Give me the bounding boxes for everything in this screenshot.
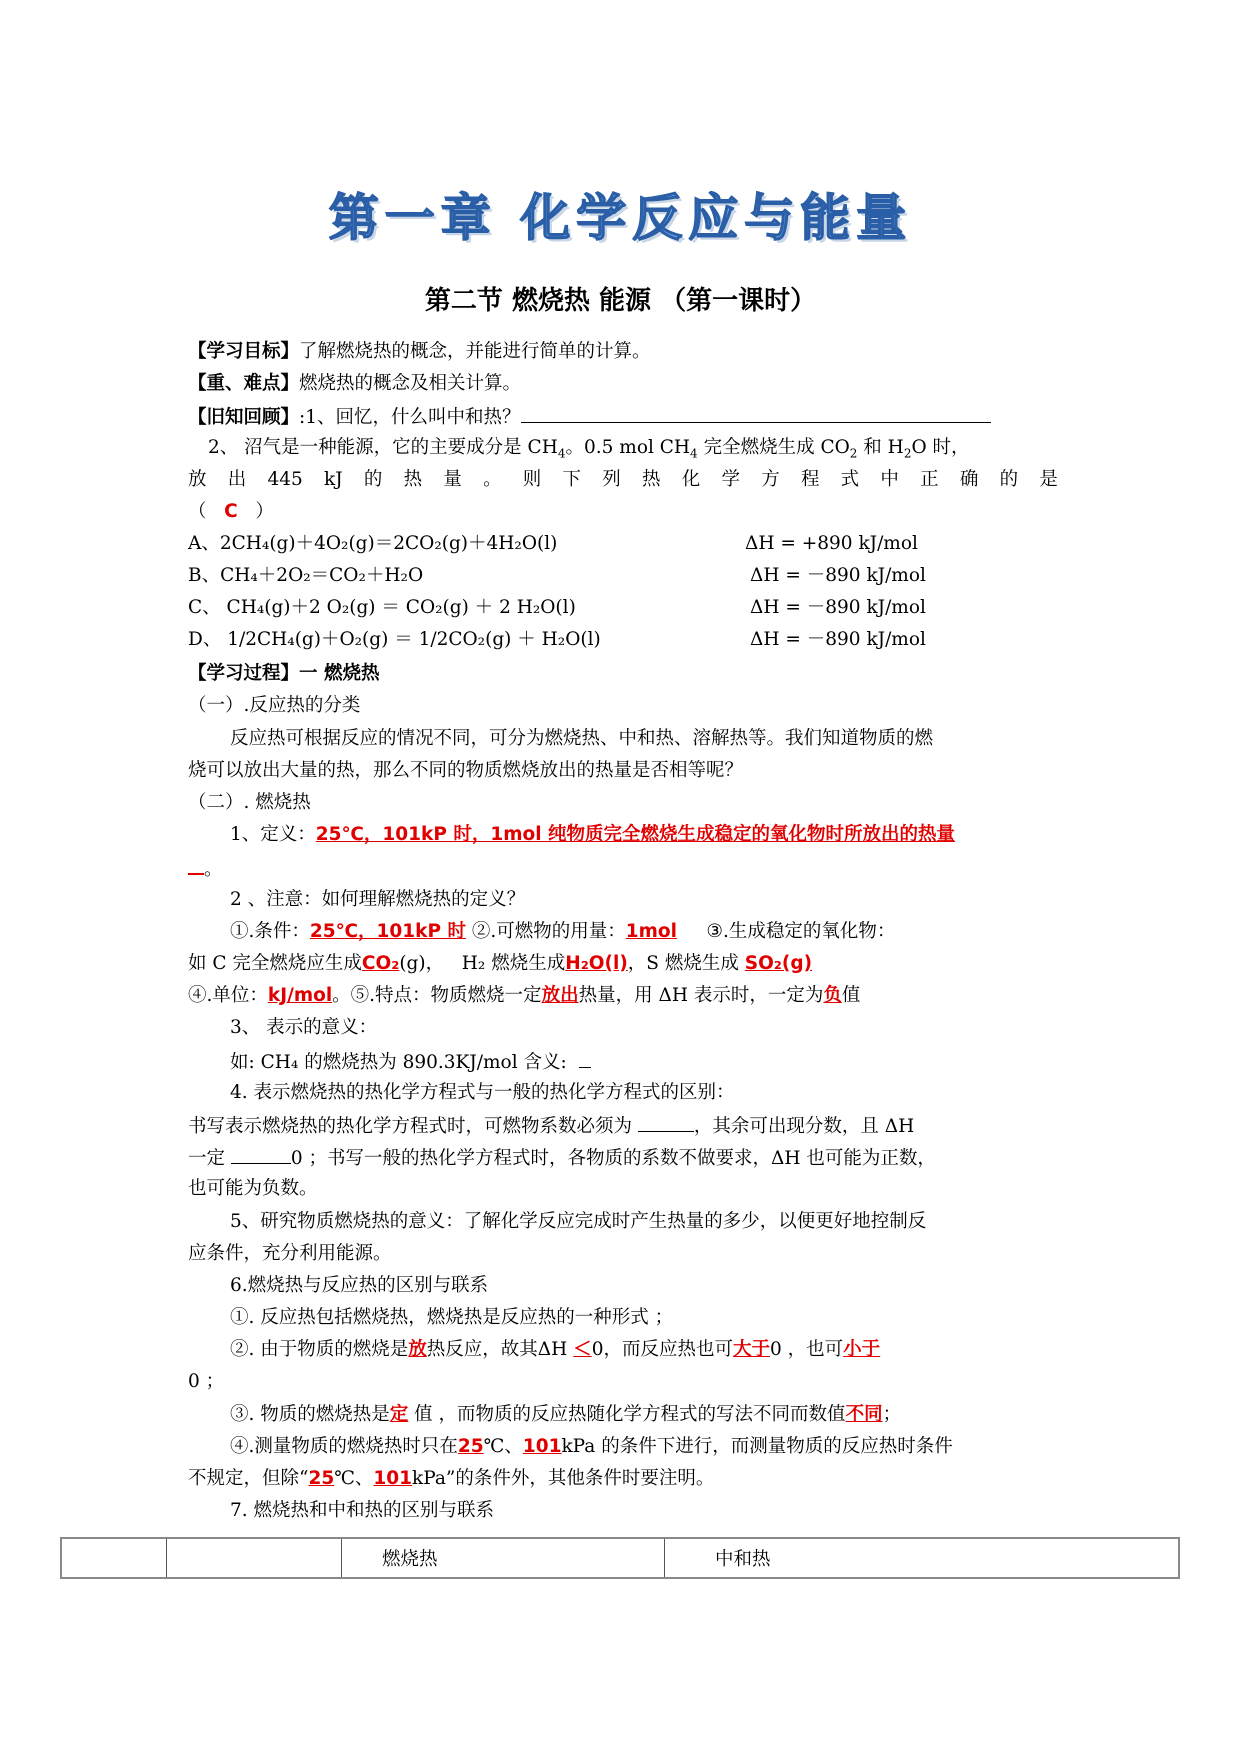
option-dh: ΔH = －890 kJ/mol: [750, 629, 926, 650]
option-c: [188, 596, 576, 620]
option-equation: C、 CH₄(g)＋2 O₂(g) ＝ CO₂(g) ＋ 2 H₂O(l): [188, 597, 576, 618]
option-b: [188, 564, 423, 588]
q2-word: 学: [721, 469, 740, 490]
relation-4: [230, 1435, 953, 1459]
learning-goal: [188, 340, 651, 364]
relation-3-text-c: ；: [882, 1404, 902, 1425]
para1-line2: 烧可以放出大量的热，那么不同的物质燃烧放出的热量是否相等呢？: [188, 760, 744, 781]
q2-word: 的: [999, 469, 1019, 490]
relation-4-line2: [188, 1467, 714, 1491]
q2-line1: 2、 沼气是一种能源，它的主要成分是 $CH_4$。0.5 mol $CH_4$ 完全燃烧生成 $CO_2$ 和 $H_2O$ 时，: [208, 437, 970, 461]
relation-1: ①. 反应热包括燃烧热，燃烧热是反应热的一种形式 ；: [230, 1307, 674, 1328]
relation-2-answer-1: 放: [408, 1339, 427, 1360]
relation-3-text-b: 值 ，而物质的反应热随化学方程式的写法不同而数值: [414, 1404, 846, 1425]
temp-answer-2: 25: [308, 1468, 335, 1489]
relation-3-answer-1: 定: [389, 1404, 409, 1425]
difference-text-b: ，其余可出现分数，且 ΔH: [693, 1116, 915, 1137]
option-equation: D、 1/2CH₄(g)＋O₂(g) ＝ 1/2CO₂(g) ＋ H₂O(l): [188, 629, 601, 650]
relation-3-answer-2: 不同: [845, 1404, 883, 1425]
option-c-dh: [750, 596, 926, 620]
q2-text-c: 完全燃烧生成 CO: [697, 437, 850, 458]
subsection-2: （二）. 燃烧热: [188, 792, 311, 813]
meaning-example-text: 如: CH₄ 的燃烧热为 890.3KJ/mol 含义:: [230, 1052, 567, 1073]
q2-text-b: 。0.5 mol CH: [565, 437, 691, 458]
process-heading: 【学习过程】一 燃烧热: [188, 663, 380, 684]
unit-label: ④.单位：: [188, 985, 268, 1006]
definition-end: [188, 855, 223, 882]
q2-text-a: 2、 沼气是一种能源，它的主要成分是 CH: [208, 437, 558, 458]
option-a-dh: [745, 532, 918, 556]
chapter-title: 第一章 化学反应与能量: [328, 189, 913, 247]
q2-word: 则: [522, 469, 542, 490]
section-title: 第二节 燃烧热 能源 （第一课时）: [424, 286, 817, 316]
q2-word: 热: [403, 469, 423, 490]
table-header-combustion: 燃烧热: [342, 1538, 665, 1578]
condition-label: ①.条件：: [230, 921, 310, 942]
oxide-c-answer: CO₂: [361, 953, 400, 974]
relation-3: [230, 1403, 901, 1427]
relation-2-answer-2: ＜: [573, 1339, 592, 1360]
review-q1: [188, 404, 991, 430]
q2-word: 程: [800, 469, 820, 490]
condition-line: [230, 920, 895, 944]
paren-close: ）: [255, 501, 274, 522]
relation-2-text-c: 0，而反应热也可: [591, 1339, 733, 1360]
option-b-dh: [750, 564, 926, 588]
q2-word: 下: [562, 469, 582, 490]
relation-4-text-f: kPa”的条件外，其他条件时要注明。: [412, 1468, 715, 1489]
table-row: [61, 1538, 1179, 1578]
oxide-s-text: ，S 燃烧生成: [627, 953, 739, 974]
relation-2: [230, 1338, 880, 1362]
relation-4-text-c: kPa 的条件下进行，而测量物质的反应热时条件: [561, 1436, 953, 1457]
feature-end: 值: [841, 985, 861, 1006]
table-header-neutralization: 中和热: [665, 1538, 1180, 1578]
option-d: [188, 628, 601, 652]
relation-4-text-b: ℃、: [483, 1436, 523, 1457]
comparison-heading: 7. 燃烧热和中和热的区别与联系: [230, 1500, 495, 1521]
relation-3-text-a: ③. 物质的燃烧热是: [230, 1404, 390, 1425]
meaning-heading: 3、 表示的意义：: [230, 1017, 378, 1038]
option-equation: B、CH₄＋2O₂＝CO₂＋H₂O: [188, 565, 424, 586]
relation-2-text-b: 热反应，故其ΔH: [426, 1339, 568, 1360]
oxide-label: ③.生成稳定的氧化物：: [706, 921, 896, 942]
q2-word: 确: [959, 469, 979, 490]
q2-word: 量: [443, 469, 462, 490]
q2-text-d: 和 H: [857, 437, 904, 458]
feature-label: 。⑤.特点：物质燃烧一定: [332, 985, 542, 1006]
significance-line1: 5、研究物质燃烧热的意义：了解化学反应完成时产生热量的多少，以便更好地控制反: [230, 1211, 927, 1232]
goal-text: 了解燃烧热的概念，并能进行简单的计算。: [299, 341, 651, 362]
subsection-1: （一）.反应热的分类: [188, 695, 361, 716]
notes-heading: 2 、注意：如何理解燃烧热的定义？: [230, 889, 526, 910]
difference-line3: 也可能为负数。: [188, 1178, 318, 1199]
table-cell: [61, 1538, 167, 1578]
q2-word: 出: [227, 469, 247, 490]
goal-label: 【学习目标】: [188, 341, 300, 362]
option-equation: A、2CH₄(g)＋4O₂(g)＝2CO₂(g)＋4H₂O(l): [188, 533, 558, 554]
comparison-table: [60, 1537, 1180, 1579]
feature-text: 热量，用 ΔH 表示时，一定为: [578, 985, 824, 1006]
unit-line: [188, 984, 860, 1008]
option-dh: ΔH = +890 kJ/mol: [745, 533, 918, 554]
period: 。: [204, 859, 223, 880]
key-text: 燃烧热的概念及相关计算。: [299, 373, 522, 394]
q2-word: 中: [880, 469, 899, 490]
feature-answer-2: 负: [823, 985, 842, 1006]
amount-label: ②.可燃物的用量：: [471, 921, 626, 942]
difference-heading: 4. 表示燃烧热的热化学方程式与一般的热化学方程式的区别：: [230, 1082, 735, 1103]
difference-line2: [188, 1145, 936, 1171]
q2-word: 热: [642, 469, 661, 490]
relation-4-text-e: ℃、: [334, 1468, 374, 1489]
q2-answer-line: [188, 500, 274, 524]
q2-word: 是: [1039, 469, 1058, 490]
oxide-h-text: H₂ 燃烧生成: [461, 953, 566, 974]
answer-blank: [231, 1145, 291, 1164]
difference-text-a: 书写表示燃烧热的热化学方程式时，可燃物系数必须为: [188, 1116, 633, 1137]
q2-word: 正: [920, 469, 939, 490]
para1-line1: 反应热可根据反应的情况不同，可分为燃烧热、中和热、溶解热等。我们知道物质的燃: [230, 728, 934, 749]
relation-2-text-a: ②. 由于物质的燃烧是: [230, 1339, 409, 1360]
relation-2-answer-4: 小于: [843, 1339, 881, 1360]
difference-text-d: 0 ；书写一般的热化学方程式时，各物质的系数不做要求，ΔH 也可能为正数，: [290, 1148, 936, 1169]
oxide-c-text: 如 C 完全燃烧应生成: [188, 953, 362, 974]
table-cell: [167, 1538, 342, 1578]
feature-answer-1: 放出: [541, 985, 579, 1006]
q2-word: kJ: [324, 469, 343, 490]
option-a: [188, 532, 557, 556]
difference-line1: [188, 1113, 914, 1139]
relation-2-end: 0 ；: [188, 1371, 225, 1392]
oxide-h-answer: H₂O(l): [565, 953, 628, 974]
relation-2-answer-3: 大于: [732, 1339, 770, 1360]
answer-blank: [638, 1113, 694, 1132]
review-label: 【旧知回顾】: [188, 407, 300, 428]
option-dh: ΔH = －890 kJ/mol: [750, 597, 926, 618]
significance-line2: 应条件，充分利用能源。: [188, 1243, 392, 1264]
q2-word: 的: [363, 469, 383, 490]
key-label: 【重、难点】: [188, 373, 300, 394]
option-d-dh: [750, 628, 926, 652]
condition-answer: 25℃，101kP 时: [309, 921, 466, 942]
relation-heading: 6.燃烧热与反应热的区别与联系: [230, 1275, 489, 1296]
unit-answer: kJ/mol: [267, 985, 333, 1006]
q2-word: 式: [840, 469, 860, 490]
q2-word: 放: [188, 469, 207, 490]
oxide-line: [188, 952, 812, 976]
q2-word: 445: [267, 469, 303, 490]
difference-text-c: 一定: [188, 1148, 226, 1169]
q2-text-e: O 时，: [911, 437, 970, 458]
relation-2-text-d: 0 ，也可: [769, 1339, 844, 1360]
amount-answer: 1mol: [625, 921, 677, 942]
answer-blank: [579, 1049, 591, 1068]
pressure-answer-2: 101: [373, 1468, 413, 1489]
oxide-s-answer: SO₂(g): [744, 953, 813, 974]
q2-word: 。: [483, 469, 502, 490]
q2-answer: C: [224, 501, 238, 522]
key-points: [188, 372, 521, 396]
relation-4-text-a: ④.测量物质的燃烧热时只在: [230, 1436, 458, 1457]
q2-line2: [188, 468, 1058, 492]
q2-word: 方: [761, 469, 780, 490]
paren-open: （: [188, 501, 207, 522]
option-dh: ΔH = －890 kJ/mol: [750, 565, 926, 586]
answer-blank: [521, 404, 991, 423]
q2-word: 列: [602, 469, 621, 490]
definition-answer: 25℃，101kP 时，1mol 纯物质完全燃烧生成稳定的氧化物时所放出的热量: [315, 824, 955, 845]
answer-blank: [188, 855, 204, 875]
meaning-example: [230, 1049, 591, 1075]
definition-line: [230, 823, 955, 847]
review-q1-text: :1、回忆，什么叫中和热？: [299, 407, 521, 428]
oxide-c-state: (g)，: [399, 953, 445, 974]
pressure-answer: 101: [522, 1436, 562, 1457]
relation-4-text-d: 不规定，但除“: [188, 1468, 309, 1489]
definition-label: 1、定义：: [230, 824, 316, 845]
temp-answer: 25: [457, 1436, 484, 1457]
q2-word: 化: [681, 469, 701, 490]
